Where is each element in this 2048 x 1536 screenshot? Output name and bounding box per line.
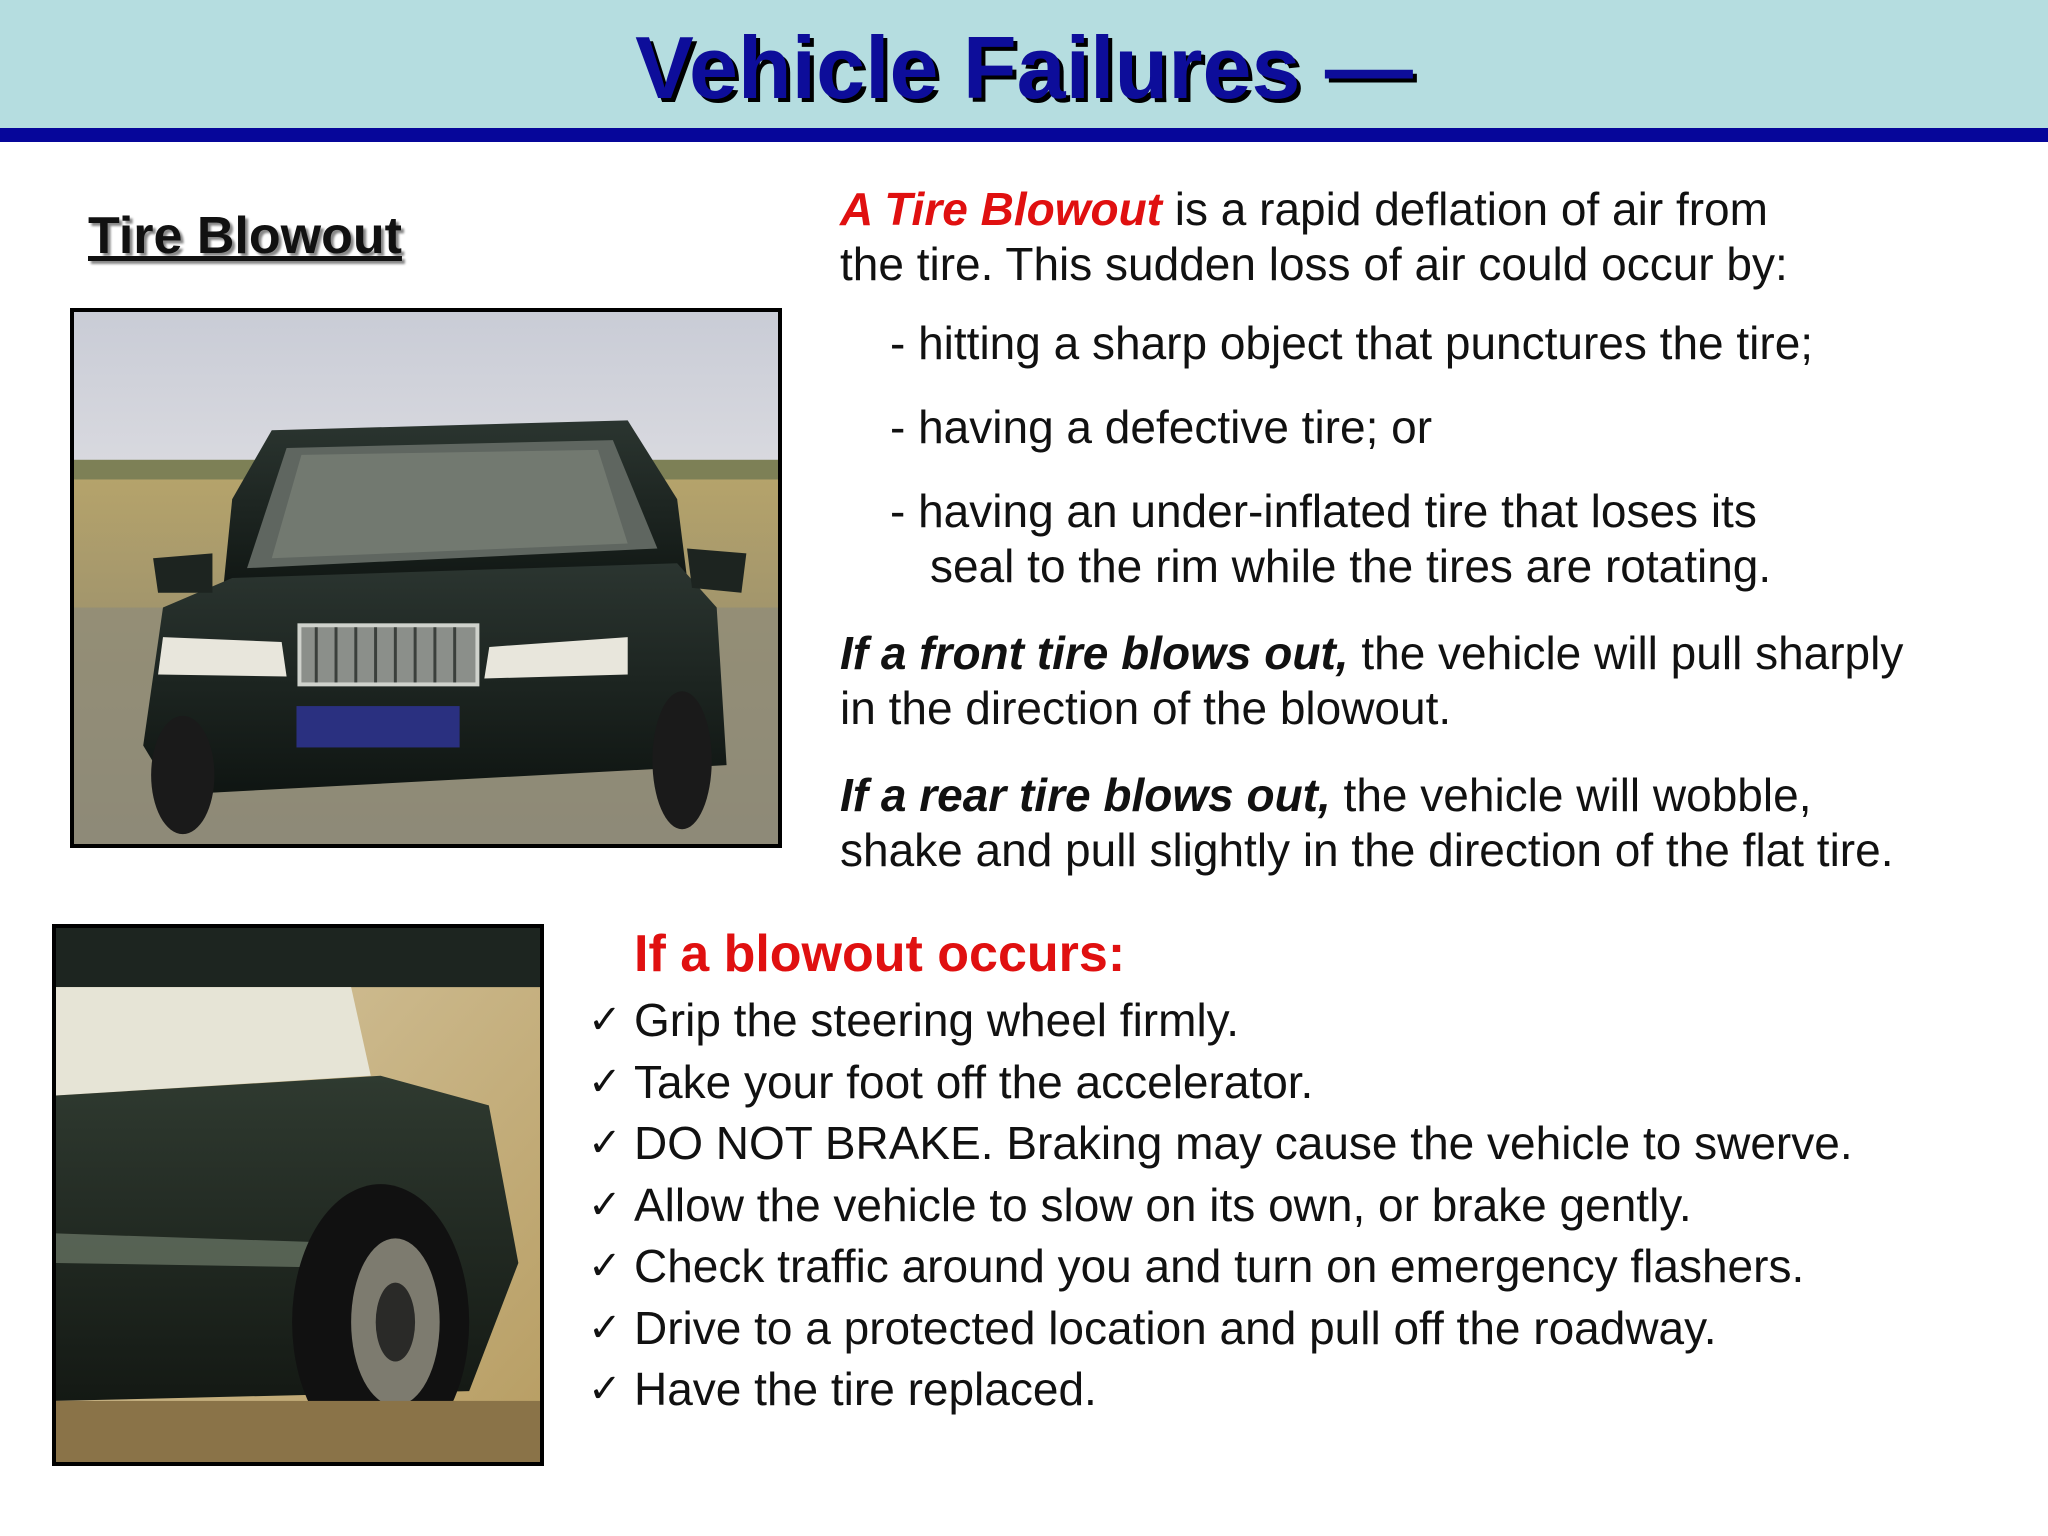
step-text: Allow the vehicle to slow on its own, or brake gently. (634, 1178, 1692, 1231)
front-rest1: the vehicle will pull sharply (1348, 627, 1904, 679)
blowout-checklist (588, 990, 2028, 1421)
car-front-photo (70, 308, 782, 848)
cause-item: - having a defective tire; or (890, 401, 1433, 453)
checkmark-icon: ✓ (588, 1059, 622, 1104)
header-rule (0, 128, 2048, 142)
step-text: Have the tire replaced. (634, 1363, 1097, 1415)
flat-tire-photo (52, 924, 544, 1466)
step-text: Check traffic around you and turn on emergency flashers. (634, 1240, 1805, 1292)
definition-line2: the tire. This sudden loss of air could occur by: (840, 238, 1788, 290)
list-item (588, 1236, 2028, 1298)
checkmark-icon: ✓ (588, 998, 622, 1042)
checkmark-icon: ✓ (588, 1305, 622, 1350)
step-text: Grip the steering wheel firmly. (634, 994, 1240, 1046)
cause-line2: seal to the rim while the tires are rotating. (930, 540, 1772, 592)
blowout-term: A Tire Blowout (840, 183, 1162, 235)
rear-rest1: the vehicle will wobble, (1330, 769, 1812, 821)
step-text: Take your foot off the accelerator. (634, 1055, 1314, 1108)
step-text: Drive to a protected location and pull off the roadway. (634, 1301, 1717, 1354)
checkmark-icon: ✓ (588, 1182, 622, 1227)
section-title: Tire Blowout (88, 207, 402, 265)
cause-item (890, 484, 2040, 594)
front-rest2: in the direction of the blowout. (840, 682, 1452, 734)
checkmark-icon: ✓ (588, 1244, 622, 1288)
step-text: DO NOT BRAKE. Braking may cause the vehicle to swerve. (634, 1117, 1853, 1169)
cause-line1: - having an under-inflated tire that loses its (890, 485, 1757, 537)
list-item (588, 1175, 2028, 1237)
rear-rest2: shake and pull slightly in the direction of the flat tire. (840, 824, 1894, 876)
blowout-definition (840, 182, 2020, 292)
front-tire-paragraph (840, 626, 2040, 736)
front-lead: If a front tire blows out, (840, 627, 1349, 679)
rear-lead: If a rear tire blows out, (840, 769, 1331, 821)
cause-item: - hitting a sharp object that punctures the tire; (890, 317, 1814, 369)
list-item (588, 1052, 2028, 1114)
slide-title: Vehicle Failures — (635, 18, 1413, 117)
definition-line1: is a rapid deflation of air from (1162, 183, 1768, 235)
checkmark-icon: ✓ (588, 1367, 622, 1411)
rear-tire-paragraph (840, 768, 2040, 878)
blowout-steps-heading: If a blowout occurs: (634, 925, 1126, 983)
list-item (588, 1298, 2028, 1360)
list-item (588, 990, 2028, 1052)
list-item (588, 1359, 2028, 1421)
checkmark-icon: ✓ (588, 1121, 622, 1165)
list-item (588, 1113, 2028, 1175)
